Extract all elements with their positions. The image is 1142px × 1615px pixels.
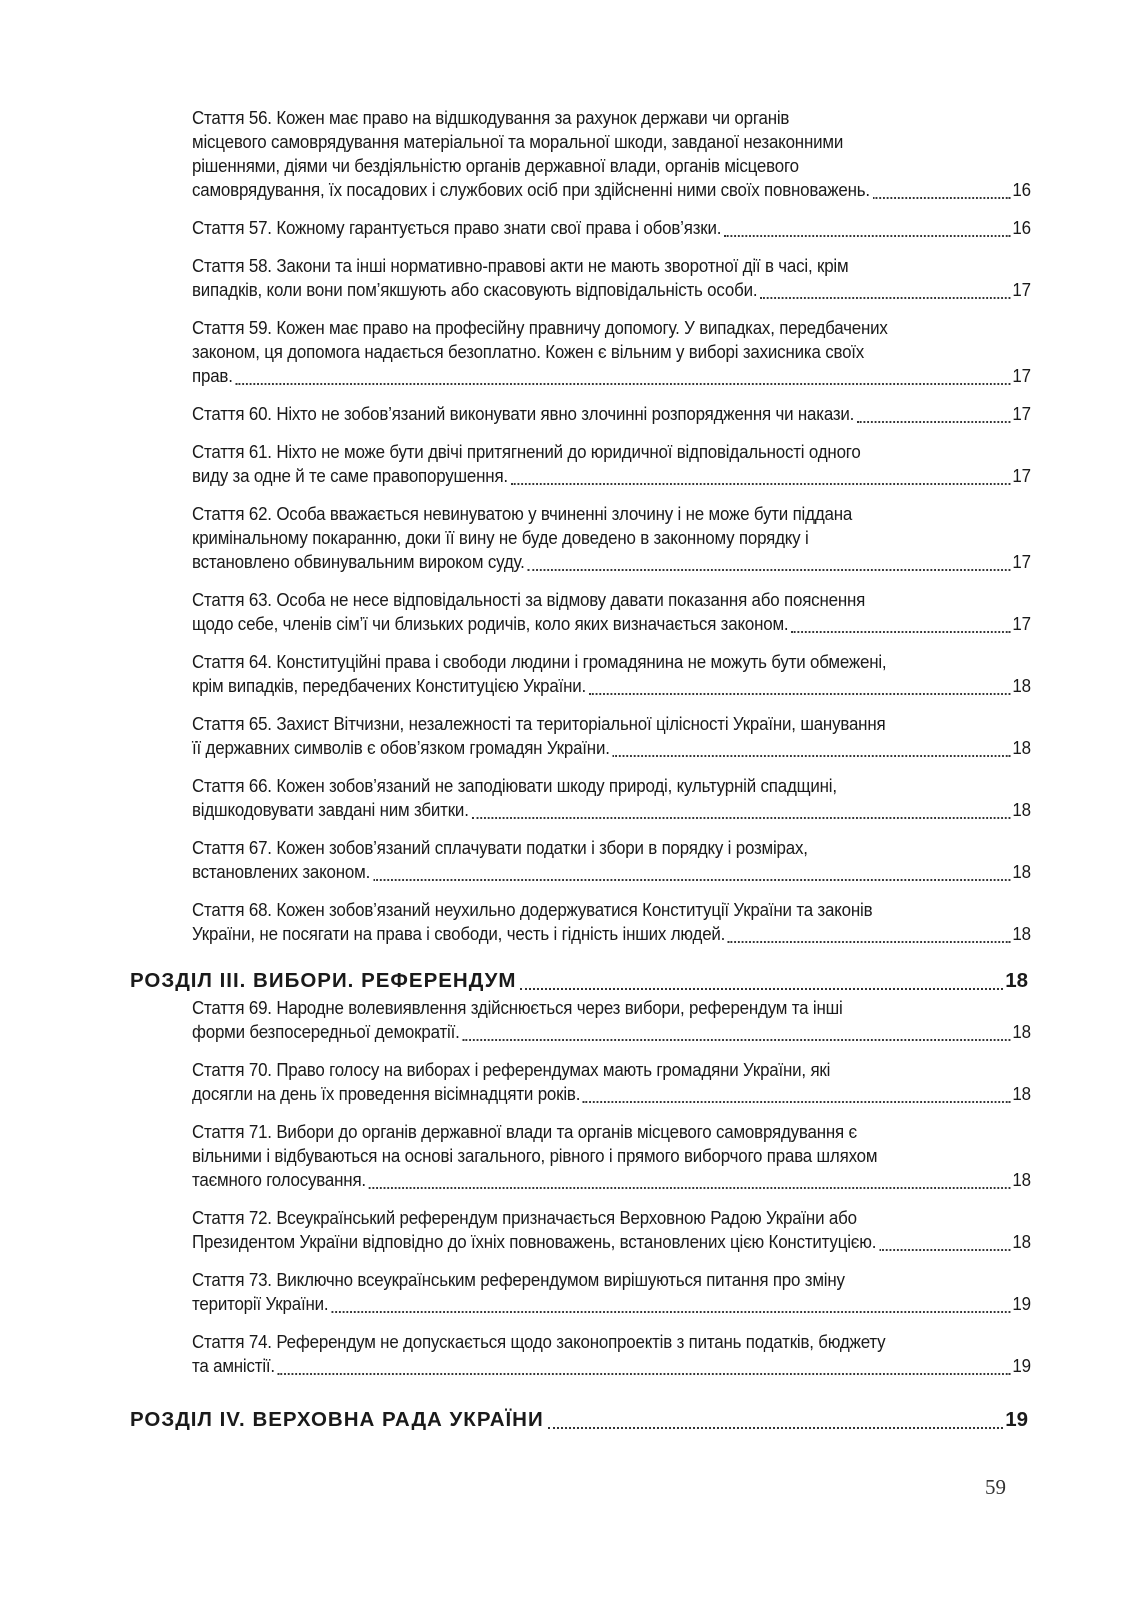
entry-text-line: Стаття 60. Ніхто не зобов’язаний виконувати явно злочинні розпорядження чи накази. xyxy=(192,404,855,424)
entry-text-line: випадків, коли вони пом’якшують або скасовують відповідальність особи. xyxy=(192,280,758,300)
dot-leader xyxy=(520,988,1003,990)
entry-text-line: самоврядування, їх посадових і службових осіб при здійсненні ними своїх повноважень. xyxy=(192,180,870,200)
entry-page-number: 18 xyxy=(1012,1022,1031,1042)
entry-text-line: законом, ця допомога надається безоплатно. Кожен є вільним у виборі захисника своїх xyxy=(192,342,865,362)
toc-entries-section-3 xyxy=(130,996,1031,1378)
toc-entry[interactable] xyxy=(192,836,1031,884)
section-page-number: 18 xyxy=(1005,969,1028,992)
toc-entry[interactable] xyxy=(192,440,1031,488)
entry-text-line: Стаття 68. Кожен зобов’язаний неухильно додержуватися Конституції України та законів xyxy=(192,900,873,920)
entry-page-number: 18 xyxy=(1012,862,1031,882)
entry-last-line xyxy=(192,798,1031,822)
entry-text-line: Стаття 73. Виключно всеукраїнським референдумом вирішуються питання про зміну xyxy=(192,1270,845,1290)
table-of-contents xyxy=(130,106,1031,1433)
toc-entry[interactable] xyxy=(192,774,1031,822)
toc-entry[interactable] xyxy=(192,588,1031,636)
toc-entry[interactable] xyxy=(192,502,1031,574)
entry-last-line xyxy=(192,736,1031,760)
entry-last-line xyxy=(192,464,1031,488)
entry-text-line: Стаття 72. Всеукраїнський референдум призначається Верховною Радою України або xyxy=(192,1208,857,1228)
entry-text-line: щодо себе, членів сім’ї чи близьких родичів, коло яких визначається законом. xyxy=(192,614,789,634)
dot-leader xyxy=(471,817,1010,819)
entry-last-line xyxy=(192,278,1031,302)
entry-last-line xyxy=(192,1292,1031,1316)
entry-text-line: Стаття 65. Захист Вітчизни, незалежності та територіальної цілісності України, шанування xyxy=(192,714,886,734)
dot-leader xyxy=(373,879,1011,881)
entry-page-number: 17 xyxy=(1012,280,1031,300)
entry-text-line: Стаття 62. Особа вважається невинуватою у вчиненні злочину і не може бути піддана xyxy=(192,504,853,524)
toc-entry[interactable] xyxy=(192,712,1031,760)
entry-last-line xyxy=(192,860,1031,884)
entry-text-line: крім випадків, передбачених Конституцією України. xyxy=(192,676,587,696)
entry-last-line xyxy=(192,1020,1031,1044)
entry-text-line: Стаття 67. Кожен зобов’язаний сплачувати податки і збори в порядку і розмірах, xyxy=(192,838,808,858)
toc-entry[interactable] xyxy=(192,1206,1031,1254)
dot-leader xyxy=(369,1187,1011,1189)
dot-leader xyxy=(331,1311,1010,1313)
dot-leader xyxy=(527,569,1010,571)
dot-leader xyxy=(583,1101,1010,1103)
toc-entry[interactable] xyxy=(192,106,1031,202)
entry-text-line: України, не посягати на права і свободи, честь і гідність інших людей. xyxy=(192,924,726,944)
dot-leader xyxy=(760,297,1010,299)
entry-text-line: Стаття 59. Кожен має право на професійну правничу допомогу. У випадках, передбачених xyxy=(192,318,888,338)
entry-text-line: Президентом України відповідно до їхніх повноважень, встановлених цією Конституцією. xyxy=(192,1232,877,1252)
entry-text-line: Стаття 63. Особа не несе відповідальності за відмову давати показання або пояснення xyxy=(192,590,866,610)
entry-page-number: 18 xyxy=(1012,1232,1031,1252)
entry-text-line: досягли на день їх проведення вісімнадцяти років. xyxy=(192,1084,581,1104)
entry-last-line xyxy=(192,216,1031,240)
entry-text-line: Стаття 74. Референдум не допускається щодо законопроектів з питань податків, бюджету xyxy=(192,1332,886,1352)
toc-entry[interactable] xyxy=(192,1120,1031,1192)
entry-text-line: території України. xyxy=(192,1294,329,1314)
entry-text-line: місцевого самоврядування матеріальної та моральної шкоди, завданої незаконними xyxy=(192,132,844,152)
entry-text-line: Стаття 69. Народне волевиявлення здійснюється через вибори, референдум та інші xyxy=(192,998,843,1018)
entry-last-line xyxy=(192,178,1031,202)
dot-leader xyxy=(278,1373,1011,1375)
entry-page-number: 17 xyxy=(1012,466,1031,486)
entry-page-number: 18 xyxy=(1012,924,1031,944)
dot-leader xyxy=(589,693,1011,695)
toc-entry[interactable] xyxy=(192,898,1031,946)
entry-text-line: форми безпосередньої демократії. xyxy=(192,1022,460,1042)
entry-text-line: виду за одне й те саме правопорушення. xyxy=(192,466,508,486)
dot-leader xyxy=(724,235,1010,237)
entry-text-line: Стаття 61. Ніхто не може бути двічі притягнений до юридичної відповідальності одного xyxy=(192,442,861,462)
entry-text-line: вільними і відбуваються на основі загального, рівного і прямого виборчого права шляхом xyxy=(192,1146,878,1166)
entry-page-number: 19 xyxy=(1012,1294,1031,1314)
entry-text-line: Стаття 58. Закони та інші нормативно-правові акти не мають зворотної дії в часі, крім xyxy=(192,256,849,276)
entry-page-number: 18 xyxy=(1012,1084,1031,1104)
entry-text-line: відшкодовувати завдані ним збитки. xyxy=(192,800,469,820)
dot-leader xyxy=(548,1427,1003,1429)
entry-page-number: 17 xyxy=(1012,614,1031,634)
dot-leader xyxy=(728,941,1011,943)
toc-entry[interactable] xyxy=(192,402,1031,426)
entry-text-line: встановлених законом. xyxy=(192,862,371,882)
entry-page-number: 18 xyxy=(1012,676,1031,696)
entry-last-line xyxy=(192,674,1031,698)
entry-text-line: її державних символів є обов’язком громадян України. xyxy=(192,738,610,758)
entry-last-line xyxy=(192,1168,1031,1192)
dot-leader xyxy=(511,483,1011,485)
toc-entry[interactable] xyxy=(192,996,1031,1044)
entry-last-line xyxy=(192,364,1031,388)
toc-entry[interactable] xyxy=(192,1330,1031,1378)
toc-entry[interactable] xyxy=(192,1268,1031,1316)
entry-text-line: встановлено обвинувальним вироком суду. xyxy=(192,552,525,572)
toc-section-heading[interactable] xyxy=(130,1407,1028,1433)
entry-text-line: кримінальному покаранню, доки її вину не буде доведено в законному порядку і xyxy=(192,528,809,548)
toc-entry[interactable] xyxy=(192,216,1031,240)
entry-page-number: 16 xyxy=(1012,218,1031,238)
entry-text-line: таємного голосування. xyxy=(192,1170,366,1190)
dot-leader xyxy=(613,755,1011,757)
entry-page-number: 18 xyxy=(1012,800,1031,820)
entry-last-line xyxy=(192,922,1031,946)
entry-page-number: 16 xyxy=(1012,180,1031,200)
toc-section-heading[interactable] xyxy=(130,968,1028,994)
entry-page-number: 17 xyxy=(1012,552,1031,572)
toc-entry[interactable] xyxy=(192,254,1031,302)
entry-text-line: рішеннями, діями чи бездіяльністю органів державної влади, органів місцевого xyxy=(192,156,799,176)
entry-page-number: 18 xyxy=(1012,738,1031,758)
section-page-number: 19 xyxy=(1005,1408,1028,1431)
entry-text-line: Стаття 57. Кожному гарантується право знати свої права і обов’язки. xyxy=(192,218,722,238)
entry-last-line xyxy=(192,612,1031,636)
dot-leader xyxy=(236,383,1011,385)
toc-entry[interactable] xyxy=(192,1058,1031,1106)
entry-last-line xyxy=(192,1354,1031,1378)
section-title: РОЗДІЛ ІV. ВЕРХОВНА РАДА УКРАЇНИ xyxy=(130,1408,544,1431)
entry-page-number: 17 xyxy=(1012,404,1031,424)
entry-text-line: Стаття 56. Кожен має право на відшкодування за рахунок держави чи органів xyxy=(192,108,790,128)
toc-entries-section-2 xyxy=(130,106,1031,946)
entry-text-line: Стаття 64. Конституційні права і свободи людини і громадянина не можуть бути обмежені, xyxy=(192,652,887,672)
entry-page-number: 18 xyxy=(1012,1170,1031,1190)
entry-text-line: Стаття 70. Право голосу на виборах і референдумах мають громадяни України, які xyxy=(192,1060,831,1080)
page-number: 59 xyxy=(985,1475,1006,1499)
dot-leader xyxy=(879,1249,1011,1251)
dot-leader xyxy=(857,421,1011,423)
entry-text-line: Стаття 71. Вибори до органів державної влади та органів місцевого самоврядування є xyxy=(192,1122,857,1142)
entry-last-line xyxy=(192,1082,1031,1106)
entry-last-line xyxy=(192,550,1031,574)
entry-last-line xyxy=(192,402,1031,426)
section-title: РОЗДІЛ ІІІ. ВИБОРИ. РЕФЕРЕНДУМ xyxy=(130,969,517,992)
entry-page-number: 19 xyxy=(1012,1356,1031,1376)
dot-leader xyxy=(873,197,1011,199)
toc-entry[interactable] xyxy=(192,650,1031,698)
toc-entry[interactable] xyxy=(192,316,1031,388)
entry-last-line xyxy=(192,1230,1031,1254)
entry-text-line: Стаття 66. Кожен зобов’язаний не заподіювати шкоду природі, культурній спадщині, xyxy=(192,776,837,796)
dot-leader xyxy=(462,1039,1010,1041)
entry-page-number: 17 xyxy=(1012,366,1031,386)
entry-text-line: прав. xyxy=(192,366,233,386)
dot-leader xyxy=(791,631,1010,633)
entry-text-line: та амністії. xyxy=(192,1356,275,1376)
